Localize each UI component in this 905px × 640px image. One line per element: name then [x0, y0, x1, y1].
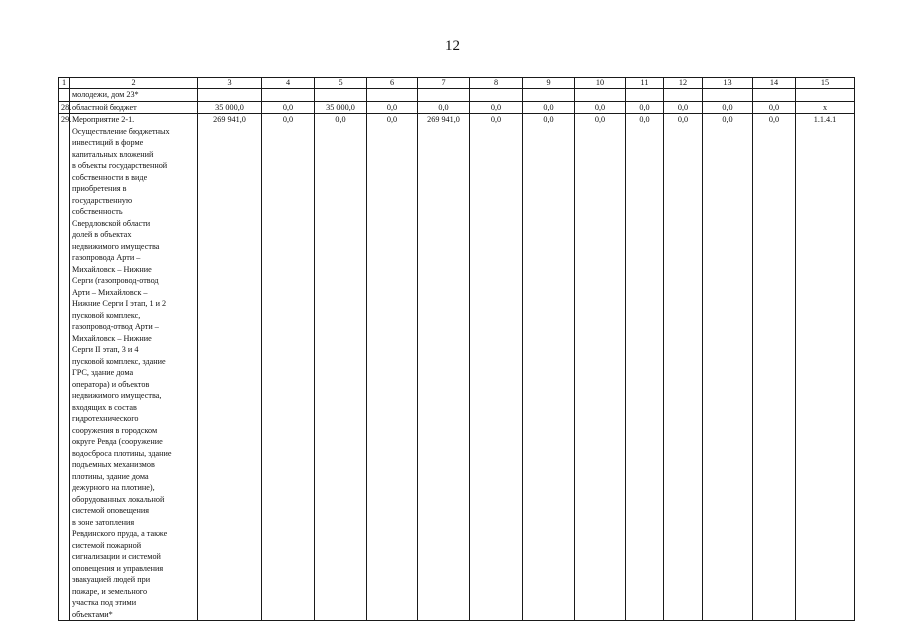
column-header-14: 14	[753, 78, 796, 89]
value-cell-col-10: 0,0	[575, 114, 626, 621]
name-line: сигнализации и системой	[72, 552, 161, 561]
name-line: в зоне затопления	[72, 517, 135, 527]
name-line: областной бюджет	[72, 102, 137, 112]
name-line: пусковой комплекс, здание	[72, 356, 166, 366]
value-cell-col-6: 0,0	[367, 101, 418, 114]
name-line: дежурного на плотине),	[72, 483, 155, 492]
column-header-2: 2	[70, 78, 198, 89]
page-number: 12	[445, 38, 460, 54]
value-cell-col-12: 0,0	[664, 114, 703, 621]
name-line: гидротехнического	[72, 414, 139, 423]
name-line: собственности в виде	[72, 172, 148, 182]
name-line: Нижние Серги I этап, 1 и 2	[72, 299, 167, 308]
name-line: недвижимого имущества	[72, 241, 160, 251]
value-cell-col-5: 0,0	[315, 114, 367, 621]
value-cell-col-13: 0,0	[703, 114, 753, 621]
value-cell-col-13: 0,0	[703, 101, 753, 114]
name-line: подъемных механизмов	[72, 460, 155, 469]
table-body	[59, 78, 855, 621]
column-header-10: 10	[575, 78, 626, 89]
continuation-row	[59, 89, 855, 102]
target-indicator-cell: х	[796, 101, 855, 114]
empty-cell	[575, 89, 626, 102]
name-line: входящих в состав	[72, 402, 137, 412]
empty-cell	[703, 89, 753, 102]
name-line: участка под этими	[72, 598, 137, 607]
value-cell-col-4: 0,0	[262, 101, 315, 114]
column-header-8: 8	[470, 78, 523, 89]
empty-cell	[796, 89, 855, 102]
name-line: Михайловск – Нижние	[72, 333, 152, 343]
name-line: системой оповещения	[72, 506, 150, 515]
empty-cell	[315, 89, 367, 102]
name-line: капитальных вложений	[72, 149, 154, 159]
value-cell-col-8: 0,0	[470, 101, 523, 114]
column-header-5: 5	[315, 78, 367, 89]
name-line: эвакуацией людей при	[72, 575, 151, 584]
name-line: системой пожарной	[72, 540, 142, 550]
name-line: Серги II этап, 3 и 4	[72, 345, 139, 354]
value-cell-col-12: 0,0	[664, 101, 703, 114]
row-name-cell	[70, 114, 198, 621]
name-line: в объекты государственной	[72, 161, 168, 170]
budget-table	[58, 77, 855, 621]
column-header-15: 15	[796, 78, 855, 89]
name-line: газопровод-отвод Арти –	[72, 322, 159, 331]
column-header-9: 9	[523, 78, 575, 89]
name-line: оборудованных локальной	[72, 494, 165, 504]
row-number-cell: 28.	[59, 101, 70, 114]
name-line: Мероприятие 2-1.	[72, 115, 135, 124]
value-cell-col-14: 0,0	[753, 114, 796, 621]
column-header-4: 4	[262, 78, 315, 89]
name-line: плотины, здание дома	[72, 471, 149, 481]
value-cell-col-3: 269 941,0	[198, 114, 262, 621]
name-line: Осуществление бюджетных	[72, 126, 170, 136]
empty-cell	[367, 89, 418, 102]
name-line: сооружения в городском	[72, 425, 158, 435]
name-line: приобретения в	[72, 184, 127, 193]
value-cell-col-10: 0,0	[575, 101, 626, 114]
column-header-13: 13	[703, 78, 753, 89]
row-number-cell	[59, 89, 70, 102]
column-header-3: 3	[198, 78, 262, 89]
value-cell-col-14: 0,0	[753, 101, 796, 114]
column-header-12: 12	[664, 78, 703, 89]
name-line: оператора) и объектов	[72, 379, 150, 389]
value-cell-col-6: 0,0	[367, 114, 418, 621]
value-cell-col-8: 0,0	[470, 114, 523, 621]
empty-cell	[664, 89, 703, 102]
value-cell-col-3: 35 000,0	[198, 101, 262, 114]
empty-cell	[262, 89, 315, 102]
name-line: Ревдинского пруда, а также	[72, 529, 168, 538]
name-line: оповещения и управления	[72, 563, 164, 573]
column-header-11: 11	[626, 78, 664, 89]
name-line: Серги (газопровод-отвод	[72, 276, 159, 285]
value-cell-col-7: 269 941,0	[418, 114, 470, 621]
row-number-cell: 29.	[59, 114, 70, 621]
table-row	[59, 101, 855, 114]
name-line: объектами*	[72, 609, 113, 619]
name-line: долей в объектах	[72, 230, 132, 239]
name-line: государственную	[72, 195, 133, 205]
continuation-text-cell: молодежи, дом 23*	[70, 89, 198, 102]
row-name-cell	[70, 101, 198, 114]
empty-cell	[753, 89, 796, 102]
column-header-1: 1	[59, 78, 70, 89]
value-cell-col-11: 0,0	[626, 101, 664, 114]
empty-cell	[523, 89, 575, 102]
table-row	[59, 114, 855, 621]
name-line: ГРС, здание дома	[72, 368, 134, 377]
value-cell-col-9: 0,0	[523, 101, 575, 114]
name-line: пусковой комплекс,	[72, 310, 141, 320]
target-indicator-cell: 1.1.4.1	[796, 114, 855, 621]
value-cell-col-5: 35 000,0	[315, 101, 367, 114]
name-line: пожаре, и земельного	[72, 586, 148, 596]
column-header-6: 6	[367, 78, 418, 89]
name-line: округе Ревда (сооружение	[72, 437, 163, 446]
column-header-7: 7	[418, 78, 470, 89]
empty-cell	[470, 89, 523, 102]
empty-cell	[418, 89, 470, 102]
header-row	[59, 78, 855, 89]
name-line: Арти – Михайловск –	[72, 287, 148, 297]
value-cell-col-7: 0,0	[418, 101, 470, 114]
name-line: Свердловской области	[72, 218, 151, 228]
name-line: недвижимого имущества,	[72, 391, 162, 400]
empty-cell	[626, 89, 664, 102]
name-line: газопровода Арти –	[72, 253, 141, 262]
value-cell-col-4: 0,0	[262, 114, 315, 621]
name-line: Михайловск – Нижние	[72, 264, 152, 274]
name-line: собственность	[72, 207, 123, 216]
value-cell-col-9: 0,0	[523, 114, 575, 621]
name-line: инвестиций в форме	[72, 138, 144, 147]
value-cell-col-11: 0,0	[626, 114, 664, 621]
empty-cell	[198, 89, 262, 102]
name-line: водосброса плотины, здание	[72, 448, 172, 458]
